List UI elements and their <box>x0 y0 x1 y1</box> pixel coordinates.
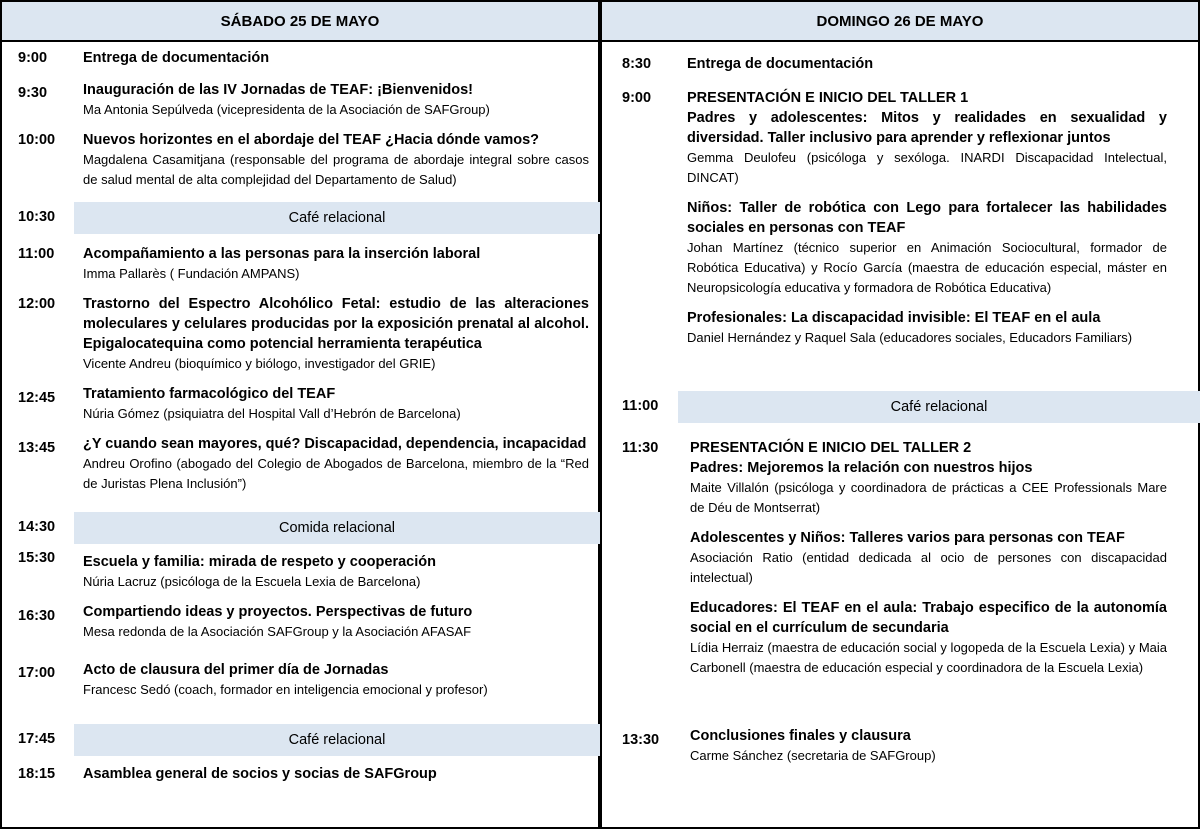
coffee-break-band: Café relacional <box>74 202 600 234</box>
row-time: 17:00 <box>18 665 56 681</box>
row-speaker: Imma Pallarès ( Fundación AMPANS) <box>83 266 300 281</box>
row-time: 12:00 <box>18 296 56 312</box>
row-content <box>83 244 589 284</box>
row-time: 9:00 <box>622 90 652 106</box>
workshop-heading: PRESENTACIÓN E INICIO DEL TALLER 1 <box>687 90 969 106</box>
row-time: 13:45 <box>18 440 56 456</box>
row-title: Acompañamiento a las personas para la inserción laboral <box>83 246 481 262</box>
row-speaker: Andreu Orofino (abogado del Colegio de Abogados de Barcelona, miembro de la “Red de Juristas Plena Inclusión”) <box>83 456 589 491</box>
row-title: Entrega de documentación <box>83 50 270 66</box>
row-title: Escuela y familia: mirada de respeto y cooperación <box>83 554 436 570</box>
row-time: 10:30 <box>18 209 56 225</box>
row-time: 12:45 <box>18 390 56 406</box>
workshop-title: Adolescentes y Niños: Talleres varios para personas con TEAF <box>690 530 1125 546</box>
row-content <box>83 130 589 190</box>
row-title: Conclusiones finales y clausura <box>690 728 911 744</box>
row-content <box>83 552 589 592</box>
row-time: 10:00 <box>18 132 56 148</box>
row-content <box>83 48 589 68</box>
row-time: 9:00 <box>18 50 48 66</box>
row-title: ¿Y cuando sean mayores, qué? Discapacidad, dependencia, incapacidad <box>83 436 587 452</box>
row-speaker: Mesa redonda de la Asociación SAFGroup y la Asociación AFASAF <box>83 624 472 639</box>
row-speaker: Núria Lacruz (psicóloga de la Escuela Lexia de Barcelona) <box>83 574 421 589</box>
row-speaker: Francesc Sedó (coach, formador en inteligencia emocional y profesor) <box>83 682 488 697</box>
row-time: 8:30 <box>622 56 652 72</box>
row-title: Acto de clausura del primer día de Jornadas <box>83 662 389 678</box>
row-title: Nuevos horizontes en el abordaje del TEAF ¿Hacia dónde vamos? <box>83 132 540 148</box>
row-time: 11:30 <box>622 440 659 456</box>
row-speaker: Vicente Andreu (bioquímico y biólogo, investigador del GRIE) <box>83 356 436 371</box>
workshop-title: Padres y adolescentes: Mitos y realidades en sexualidad y diversidad. Taller inclusivo para aprender y reflexionar juntos <box>687 110 1167 146</box>
saturday-column <box>0 0 600 829</box>
workshop-block <box>687 308 1167 348</box>
workshop-speaker: Daniel Hernández y Raquel Sala (educadores sociales, Educadors Familiars) <box>687 330 1133 345</box>
workshop-speaker: Lídia Herraiz (maestra de educación social y logopeda de la Escuela Lexia) y Maia Carbonell (maestra de educación especial y coordinadora de la Escuela Lexia) <box>690 640 1167 675</box>
row-time: 15:30 <box>18 550 56 566</box>
workshop-block <box>690 598 1167 678</box>
row-time: 9:30 <box>18 85 48 101</box>
row-content <box>83 602 589 642</box>
lunch-break-band: Comida relacional <box>74 512 600 544</box>
row-content <box>690 726 1167 766</box>
row-content <box>83 434 589 494</box>
row-time: 11:00 <box>622 398 659 414</box>
row-content <box>83 764 589 784</box>
workshop-block <box>690 458 1167 518</box>
row-content <box>83 660 589 700</box>
workshop-heading: PRESENTACIÓN E INICIO DEL TALLER 2 <box>690 440 972 456</box>
workshop-title: Educadores: El TEAF en el aula: Trabajo especifico de la autonomía social en el currículum de secundaria <box>690 600 1167 636</box>
sunday-column <box>600 0 1200 829</box>
coffee-break-band: Café relacional <box>678 391 1200 423</box>
row-time: 16:30 <box>18 608 56 624</box>
row-content <box>83 384 589 424</box>
row-time: 18:15 <box>18 766 56 782</box>
coffee-break-band: Café relacional <box>74 724 600 756</box>
schedule-row <box>2 512 598 544</box>
schedule-row <box>602 391 1198 423</box>
workshop-block <box>687 198 1167 298</box>
row-speaker: Magdalena Casamitjana (responsable del programa de abordaje integral sobre casos de salud mental de alta complejidad del Departamento de Salud) <box>83 152 589 187</box>
row-speaker: Ma Antonia Sepúlveda (vicepresidenta de la Asociación de SAFGroup) <box>83 102 490 117</box>
row-title: Asamblea general de socios y socias de SAFGroup <box>83 766 437 782</box>
row-content <box>687 54 1165 74</box>
row-content <box>690 438 1167 678</box>
workshop-speaker: Gemma Deulofeu (psicóloga y sexóloga. INARDI Discapacidad Intelectual, DINCAT) <box>687 150 1167 185</box>
row-content <box>687 88 1167 348</box>
row-title: Inauguración de las IV Jornadas de TEAF: ¡Bienvenidos! <box>83 82 473 98</box>
workshop-speaker: Maite Villalón (psicóloga y coordinadora de prácticas a CEE Professionals Mare de Déu de Montserrat) <box>690 480 1167 515</box>
workshop-block <box>690 528 1167 588</box>
workshop-title: Profesionales: La discapacidad invisible: El TEAF en el aula <box>687 310 1101 326</box>
row-title: Compartiendo ideas y proyectos. Perspectivas de futuro <box>83 604 473 620</box>
row-speaker: Carme Sánchez (secretaria de SAFGroup) <box>690 748 936 763</box>
row-time: 13:30 <box>622 732 660 748</box>
row-title: Tratamiento farmacológico del TEAF <box>83 386 336 402</box>
workshop-block <box>687 108 1167 188</box>
saturday-header: SÁBADO 25 DE MAYO <box>2 2 598 42</box>
workshop-speaker: Asociación Ratio (entidad dedicada al ocio de persones con discapacidad intelectual) <box>690 550 1167 585</box>
workshop-title: Niños: Taller de robótica con Lego para fortalecer las habilidades sociales en personas con TEAF <box>687 200 1167 236</box>
row-title: Entrega de documentación <box>687 56 874 72</box>
row-time: 14:30 <box>18 519 56 535</box>
row-title: Trastorno del Espectro Alcohólico Fetal: estudio de las alteraciones moleculares y celulares producidas por la exposición prenatal al alcohol. Epigalocatequina como potencial herramienta terapéutica <box>83 296 589 352</box>
row-speaker: Núria Gómez (psiquiatra del Hospital Vall d’Hebrón de Barcelona) <box>83 406 461 421</box>
schedule-row <box>2 724 598 756</box>
workshop-speaker: Johan Martínez (técnico superior en Animación Sociocultural, formador de Robótica Educativa) y Rocío García (maestra de educación especial, máster en Neuropsicología educativa y formadora de Robótica Educativa) <box>687 240 1167 295</box>
schedule-row <box>2 202 598 234</box>
row-time: 11:00 <box>18 246 55 262</box>
row-time: 17:45 <box>18 731 56 747</box>
sunday-header: DOMINGO 26 DE MAYO <box>602 2 1198 42</box>
row-content <box>83 294 589 374</box>
row-content <box>83 80 589 120</box>
workshop-title: Padres: Mejoremos la relación con nuestros hijos <box>690 460 1033 476</box>
